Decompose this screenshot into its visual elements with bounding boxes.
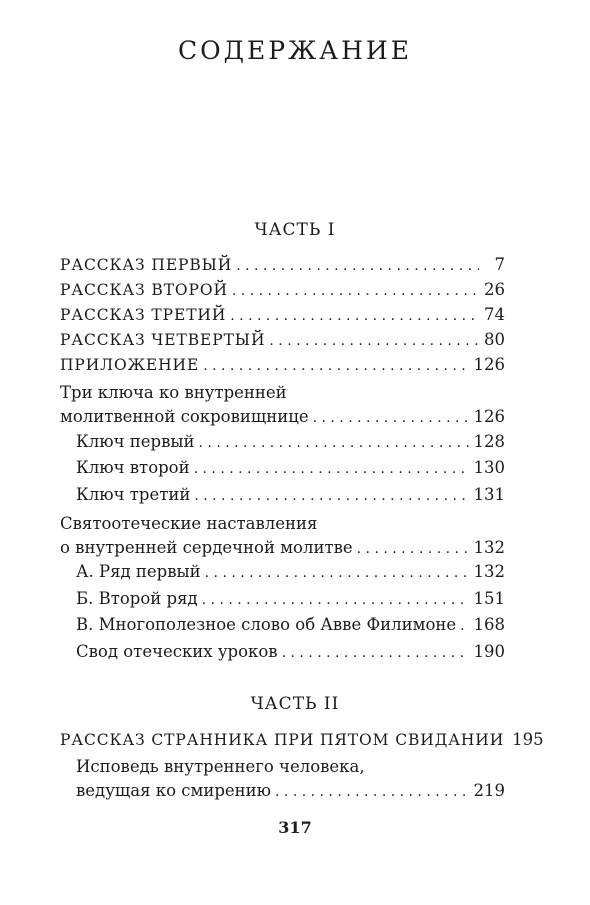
toc-entry-title: Свод отеческих уроков	[76, 642, 278, 661]
toc-entry-title: молитвенной сокровищнице	[60, 407, 309, 426]
toc-entry[interactable]	[60, 328, 505, 353]
toc-entry[interactable]	[60, 278, 505, 303]
dot-leader	[205, 560, 470, 585]
toc-entry[interactable]	[76, 483, 505, 508]
dot-leader	[282, 640, 470, 665]
dot-leader	[194, 456, 470, 481]
toc-entry[interactable]	[60, 728, 544, 753]
toc-entry-title-line1: Исповедь внутреннего человека,	[76, 757, 365, 776]
toc-entry-title-line1: Святоотеческие наставления	[60, 514, 318, 533]
toc-entry-title: В. Многополезное слово об Авве Филимоне	[76, 615, 457, 634]
dot-leader	[313, 405, 470, 430]
toc-entry-title: РАССКАЗ ТРЕТИЙ	[60, 306, 227, 324]
toc-entry-page: 132	[473, 538, 505, 557]
dot-leader	[236, 253, 479, 278]
toc-entry[interactable]	[76, 640, 505, 665]
toc-entry-page: 132	[473, 562, 505, 581]
dot-leader	[230, 303, 479, 328]
dot-leader	[202, 587, 470, 612]
toc-entry-page: 195	[512, 730, 544, 749]
toc-entry-page: 26	[484, 280, 505, 299]
toc-entry-title: Ключ третий	[76, 485, 191, 504]
toc-entry-page: 80	[484, 330, 505, 349]
toc-entry-title: о внутренней сердечной молитве	[60, 538, 353, 557]
toc-entry-page: 151	[473, 589, 505, 608]
toc-entry-title-line1: Три ключа ко внутренней	[60, 383, 287, 402]
toc-entry-page: 168	[473, 615, 505, 634]
dot-leader	[232, 278, 479, 303]
toc-entry-page: 219	[473, 781, 505, 800]
toc-entry[interactable]	[60, 253, 505, 278]
toc-entry-title: Ключ второй	[76, 458, 190, 477]
toc-entry-page: 126	[473, 407, 505, 426]
toc-entry-title: ПРИЛОЖЕНИЕ	[60, 356, 200, 374]
toc-entry-title: Б. Второй ряд	[76, 589, 198, 608]
toc-entry[interactable]	[76, 456, 505, 481]
toc-entry-title: Ключ первый	[76, 432, 195, 451]
dot-leader	[269, 328, 479, 353]
toc-entry-page: 130	[473, 458, 505, 477]
dot-leader	[203, 353, 469, 378]
part-1-heading: ЧАСТЬ I	[254, 220, 336, 240]
toc-entry-title: РАССКАЗ ПЕРВЫЙ	[60, 256, 233, 274]
dot-leader	[199, 430, 470, 455]
toc-entry[interactable]	[76, 613, 505, 638]
page-title: СОДЕРЖАНИЕ	[178, 36, 412, 65]
toc-entry-title: ведущая ко смирению	[76, 781, 272, 800]
toc-entry[interactable]	[60, 381, 505, 430]
dot-leader	[357, 536, 470, 561]
toc-entry[interactable]	[76, 430, 505, 455]
dot-leader	[194, 483, 469, 508]
toc-entry-title: РАССКАЗ ЧЕТВЕРТЫЙ	[60, 331, 266, 349]
toc-entry[interactable]	[76, 755, 505, 804]
toc-entry-title: А. Ряд первый	[76, 562, 201, 581]
dot-leader	[460, 613, 469, 638]
toc-entry-page: 128	[473, 432, 505, 451]
toc-entry[interactable]	[60, 512, 505, 561]
toc-entry-title: РАССКАЗ ВТОРОЙ	[60, 281, 228, 299]
page-number: 317	[278, 818, 312, 837]
toc-entry[interactable]	[60, 303, 505, 328]
toc-entry-page: 7	[494, 255, 505, 274]
toc-entry-page: 126	[473, 355, 505, 374]
dot-leader	[275, 779, 469, 804]
toc-entry-page: 190	[473, 642, 505, 661]
toc-entry-title: РАССКАЗ СТРАННИКА ПРИ ПЯТОМ СВИДАНИИ	[60, 731, 505, 749]
part-2-heading: ЧАСТЬ II	[250, 694, 340, 714]
toc-entry-page: 131	[473, 485, 505, 504]
toc-entry-page: 74	[484, 305, 505, 324]
toc-entry[interactable]	[76, 560, 505, 585]
toc-entry[interactable]	[76, 587, 505, 612]
toc-entry[interactable]	[60, 353, 505, 378]
